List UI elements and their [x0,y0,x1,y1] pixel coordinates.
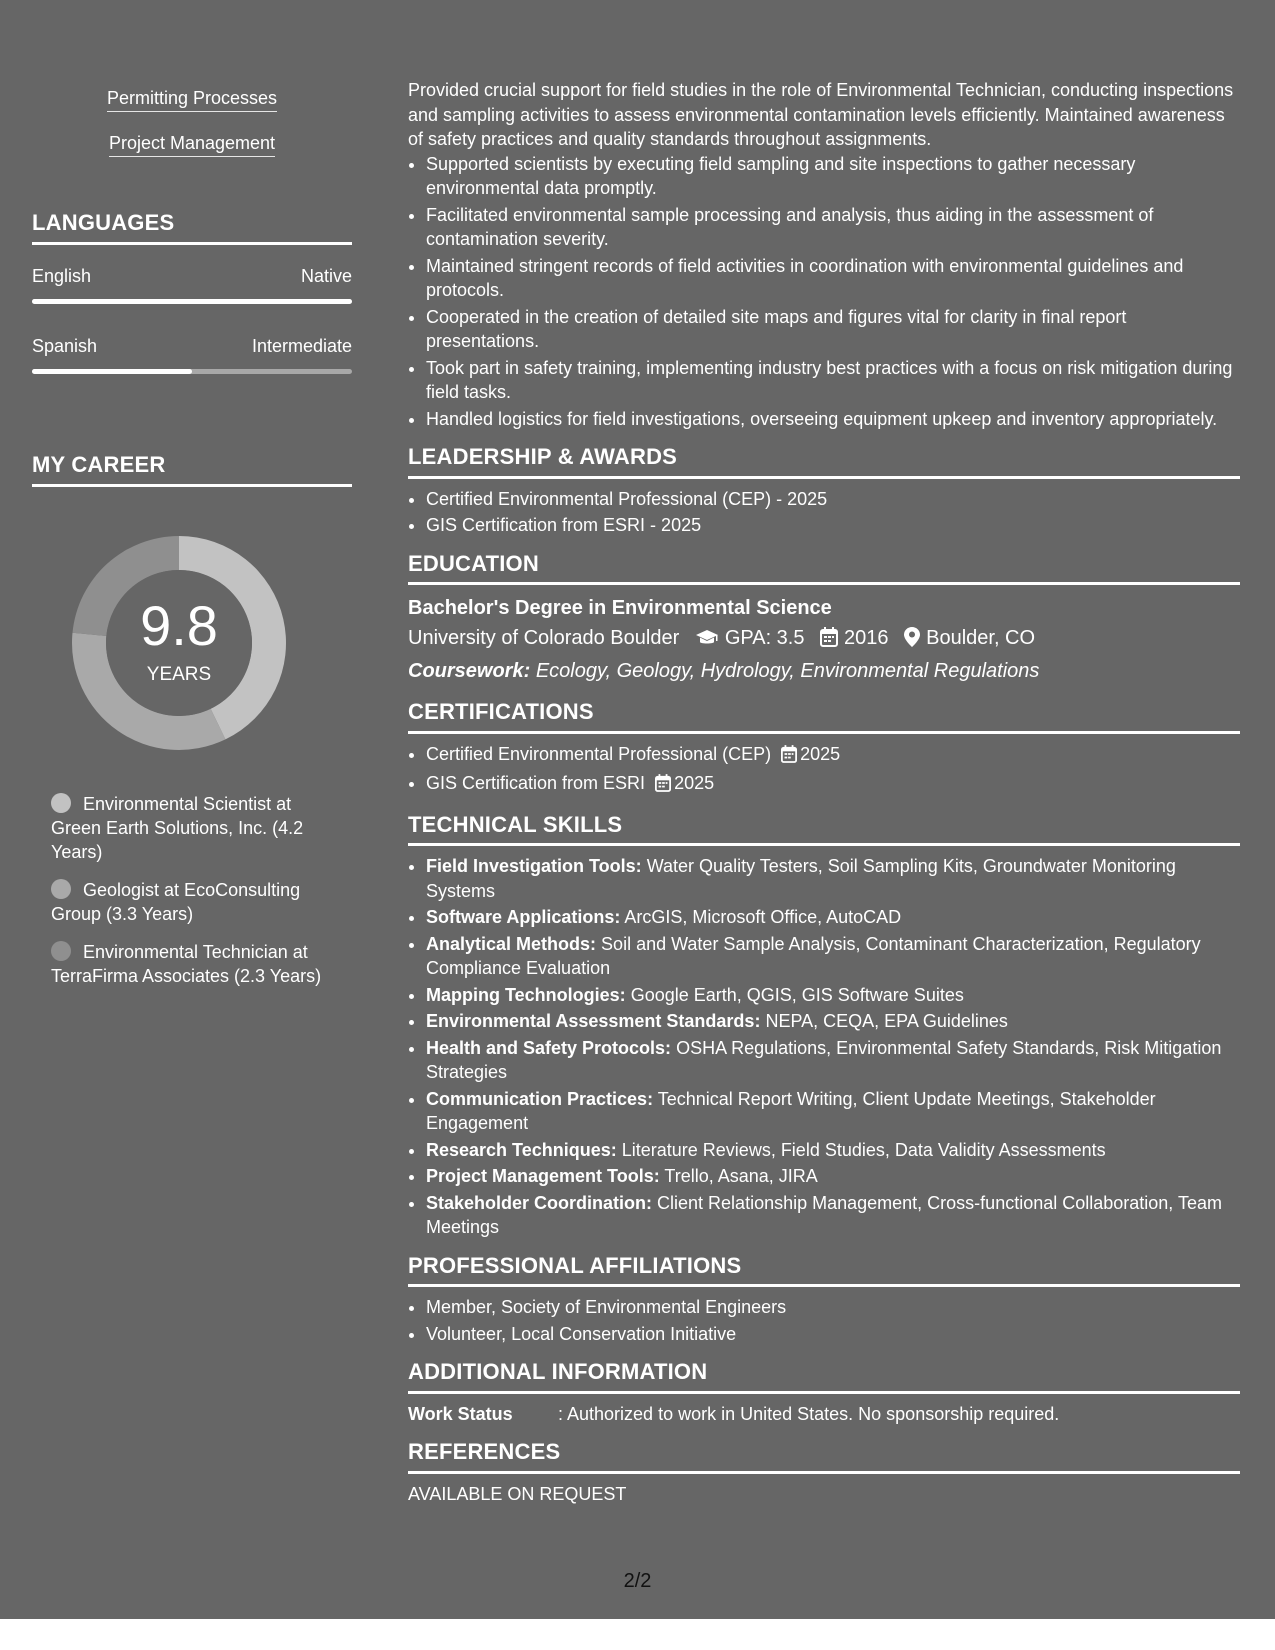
coursework-value: Ecology, Geology, Hydrology, Environmental Regulations [535,660,1040,682]
education-year: 2016 [844,627,889,649]
skill-category: Mapping Technologies: [426,984,626,1005]
list-item [426,742,1240,770]
language-row [32,266,352,287]
graduation-cap-icon [695,626,719,656]
skill-category: Software Applications: [426,907,621,927]
education-location: Boulder, CO [926,627,1036,649]
skill-tag [32,133,352,154]
right-column [408,78,1240,1506]
skill-values: NEPA, CEQA, EPA Guidelines [765,1011,1008,1031]
career-legend-item [51,792,341,864]
education-details [408,623,1240,656]
list-item [426,932,1240,981]
legend-dot [51,879,71,899]
calendar-icon [781,745,797,770]
certification-year: 2025 [674,773,715,793]
skill-values: Soil and Water Sample Analysis, Contaminant Characterization, Regulatory Compliance Evaluation [426,933,1201,978]
calendar-icon [655,774,671,799]
list-item [426,983,1240,1008]
legend-dot [51,793,71,813]
skill-values: Client Relationship Management, Cross-functional Collaboration, Team Meetings [426,1192,1222,1237]
experience-bullets [408,152,1240,432]
certification-name: GIS Certification from ESRI [426,773,646,793]
skill-values: OSHA Regulations, Environmental Safety Standards, Risk Mitigation Strategies [426,1037,1222,1082]
education-coursework [408,656,1240,686]
certifications-heading: CERTIFICATIONS [408,700,1240,734]
language-proficiency-fill [32,369,192,374]
language-proficiency-bar [32,299,352,304]
education-school: University of Colorado Boulder [408,627,680,649]
skill-category: Stakeholder Coordination: [426,1192,653,1213]
certifications-list [408,742,1240,799]
references-heading: REFERENCES [408,1440,1240,1474]
technical-skills-heading: TECHNICAL SKILLS [408,813,1240,847]
list-item: • Took part in safety training, implementing industry best practices with a focus on risk mitigation during field tasks. [426,356,1240,405]
page-number: 2/2 [623,1570,652,1592]
leadership-list [408,487,1240,538]
skill-values: Literature Reviews, Field Studies, Data Validity Assessments [621,1139,1106,1160]
affiliations-list [408,1295,1240,1346]
language-name: Spanish [32,336,98,356]
career-legend-label: Environmental Scientist at Green Earth Solutions, Inc. (4.2 Years) [51,794,304,862]
leadership-heading: LEADERSHIP & AWARDS [408,445,1240,479]
skill-tag-label: Permitting Processes [107,88,277,112]
calendar-icon [820,626,838,656]
work-status-label: Work Status [408,1403,513,1424]
references-text: AVAILABLE ON REQUEST [408,1483,627,1504]
experience-summary: Provided crucial support for field studies in the role of Environmental Technician, conducting inspections and sampling activities to assess environmental contamination levels efficiently. Maintained awareness of safety practices and quality standards throughout assignments. [408,80,1234,149]
legend-dot [51,941,71,961]
career-donut-chart [66,530,292,756]
affiliations-heading: PROFESSIONAL AFFILIATIONS [408,1254,1240,1288]
language-proficiency-fill [32,299,352,304]
list-item [426,771,1240,799]
certification-year: 2025 [800,743,841,764]
languages-heading: LANGUAGES [32,210,352,245]
skill-category: Analytical Methods: [426,933,597,954]
list-item [426,905,1240,930]
list-item: • GIS Certification from ESRI - 2025 [426,513,1240,538]
skill-category: Field Investigation Tools: [426,856,642,876]
list-item [426,1036,1240,1085]
language-name: English [32,266,92,286]
coursework-label: Coursework: [408,660,531,682]
skill-category: Project Management Tools: [426,1166,660,1186]
career-years-label: YEARS [146,664,212,685]
donut-center [66,530,292,756]
certification-name: Certified Environmental Professional (CEP) [426,743,772,764]
list-item [426,1164,1240,1189]
career-legend-item [51,940,341,988]
skill-category: Health and Safety Protocols: [426,1037,672,1058]
location-pin-icon [904,626,920,656]
list-item: • Supported scientists by executing field sampling and site inspections to gather necessary environmental data promptly. [426,152,1240,201]
list-item: • Volunteer, Local Conservation Initiative [426,1322,1240,1347]
skill-category: Communication Practices: [426,1088,654,1109]
list-item: • Handled logistics for field investigations, overseeing equipment upkeep and inventory appropriately. [426,407,1240,432]
skill-values: ArcGIS, Microsoft Office, AutoCAD [624,907,902,927]
skill-tag [32,88,352,109]
career-legend-label: Environmental Technician at TerraFirma Associates (2.3 Years) [51,942,322,986]
skill-values: Google Earth, QGIS, GIS Software Suites [630,984,964,1005]
education-degree: Bachelor's Degree in Environmental Science [408,597,832,619]
list-item [426,1009,1240,1034]
career-legend-label: Geologist at EcoConsulting Group (3.3 Years) [51,880,301,924]
career-total-years: 9.8 [140,594,218,657]
work-status-row [408,1402,1240,1427]
language-row [32,336,352,357]
list-item [426,1087,1240,1136]
list-item: • Maintained stringent records of field activities in coordination with environmental guidelines and protocols. [426,254,1240,303]
education-gpa: GPA: 3.5 [724,627,805,649]
list-item: • Certified Environmental Professional (CEP) - 2025 [426,487,1240,512]
list-item [426,1191,1240,1240]
language-proficiency-bar [32,369,352,374]
list-item [426,854,1240,903]
language-level: Native [300,266,352,286]
list-item: • Facilitated environmental sample processing and analysis, thus aiding in the assessment of contamination severity. [426,203,1240,252]
skill-tag-label: Project Management [109,133,275,157]
skill-category: Environmental Assessment Standards: [426,1011,761,1031]
skill-values: Technical Report Writing, Client Update Meetings, Stakeholder Engagement [426,1088,1156,1133]
skill-category: Research Techniques: [426,1139,617,1160]
education-heading: EDUCATION [408,552,1240,586]
skill-values: Water Quality Testers, Soil Sampling Kits, Groundwater Monitoring Systems [426,856,1176,901]
list-item [426,1138,1240,1163]
additional-info-heading: ADDITIONAL INFORMATION [408,1360,1240,1394]
list-item: • Cooperated in the creation of detailed site maps and figures vital for clarity in final report presentations. [426,305,1240,354]
list-item: • Member, Society of Environmental Engineers [426,1295,1240,1320]
language-level: Intermediate [251,336,352,356]
career-heading: MY CAREER [32,452,352,487]
career-legend-item [51,878,341,926]
skill-values: Trello, Asana, JIRA [664,1166,818,1186]
technical-skills-list [408,854,1240,1240]
work-status-value: : Authorized to work in United States. No sponsorship required. [558,1403,1060,1424]
